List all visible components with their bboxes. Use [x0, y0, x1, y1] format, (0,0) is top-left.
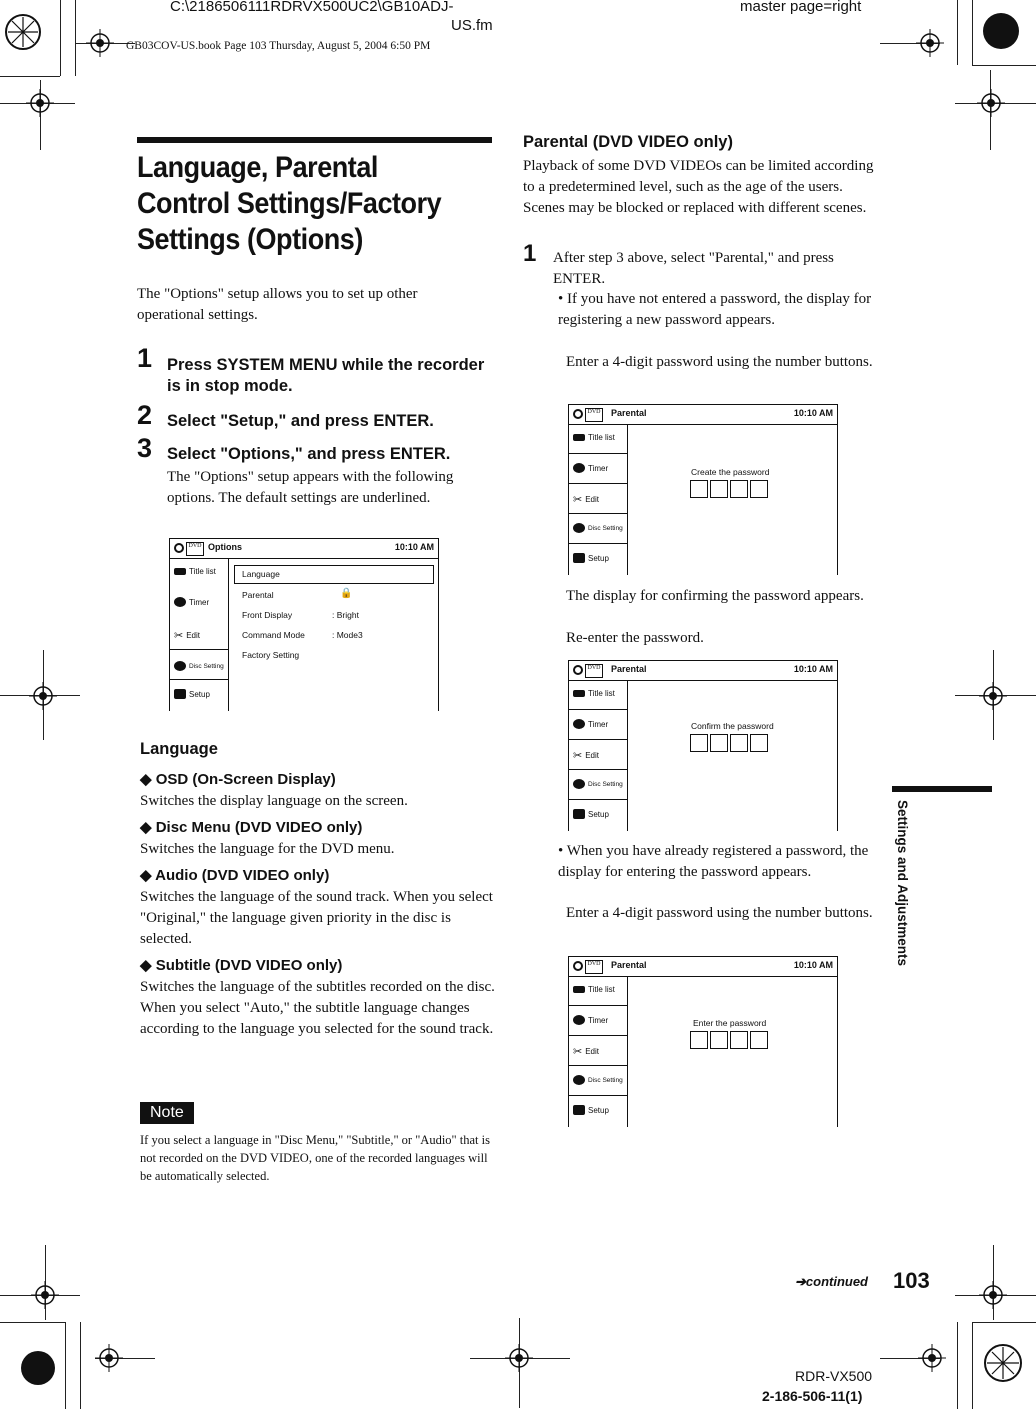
sidebar-item-disc-setting: Disc Setting — [569, 523, 627, 533]
step-number: 2 — [137, 400, 153, 430]
option-factory-setting: Factory Setting — [242, 650, 300, 660]
timer-icon — [573, 719, 585, 729]
parental-intro: Playback of some DVD VIDEOs can be limited according to a predetermined level, such as the age of the users. Scenes may be blocked or replaced with different scenes. — [523, 158, 874, 216]
options-screen — [169, 538, 439, 711]
book-info: GB03COV-US.book Page 103 Thursday, August 5, 2004 6:50 PM — [126, 40, 431, 52]
note-text: If you select a language in "Disc Menu," "Subtitle," or "Audio" that is not recorded on the DVD VIDEO, one of the recorded languages will be automatically selected. — [140, 1133, 490, 1183]
bullet-extra-text: Enter a 4-digit password using the number buttons. — [566, 354, 873, 370]
screen-title-bar — [170, 539, 438, 559]
bullet-extra-text: Enter a 4-digit password using the number buttons. — [566, 905, 873, 921]
color-target-icon — [982, 1342, 1024, 1384]
step-number: 1 — [137, 343, 153, 373]
timer-icon — [573, 463, 585, 473]
screen-time: 10:10 AM — [793, 664, 833, 674]
registration-mark-icon — [29, 682, 57, 710]
continued-label: ➔continued — [795, 1274, 868, 1289]
screen-time: 10:10 AM — [394, 542, 434, 552]
sidebar-item-title-list: Title list — [569, 985, 627, 994]
password-prompt: Enter the password — [693, 1018, 767, 1028]
parental-heading: Parental (DVD VIDEO only) — [523, 133, 733, 151]
disc-setting-icon — [573, 779, 585, 789]
page-number: 103 — [893, 1268, 930, 1293]
screen-sidebar — [569, 977, 628, 1127]
option-command-mode-value: : Mode3 — [332, 630, 363, 640]
dvd-icon: DVD — [186, 542, 204, 556]
title-list-icon — [573, 986, 585, 993]
parental-screen-enter — [568, 956, 838, 1127]
step3-description: The "Options" setup appears with the following options. The default settings are underlined. — [167, 469, 454, 506]
password-boxes[interactable] — [690, 480, 770, 503]
disc-setting-icon — [573, 523, 585, 533]
registration-mark-icon — [505, 1344, 533, 1372]
sidebar-item-title-list: Title list — [569, 433, 627, 442]
section-side-label: Settings and Adjustments — [895, 800, 910, 967]
registration-mark-icon — [31, 1281, 59, 1309]
option-front-display: Front Display — [242, 610, 293, 620]
dvd-icon: DVD — [585, 960, 603, 974]
sidebar-item-timer: Timer — [170, 597, 228, 607]
screen-title: Parental — [611, 664, 647, 674]
item-text: Switches the display language on the screen. — [140, 793, 408, 809]
disc-icon — [573, 961, 583, 971]
sidebar-item-timer: Timer — [569, 463, 627, 473]
page-title: Language, Parental Control Settings/Factory Settings (Options) — [137, 151, 442, 256]
solid-target-icon — [18, 1348, 58, 1388]
sidebar-item-title-list: Title list — [170, 567, 228, 576]
disc-setting-icon — [174, 661, 186, 671]
timer-icon — [174, 597, 186, 607]
item-text: Switches the language of the subtitles recorded on the disc. When you select "Auto," the subtitle language changes according to the language you selected for the sound track. — [140, 979, 495, 1037]
sidebar-item-setup: Setup — [170, 689, 228, 699]
registration-mark-icon — [916, 29, 944, 57]
password-boxes[interactable] — [690, 1031, 770, 1054]
edit-icon: ✂ — [174, 630, 184, 642]
edit-icon: ✂ — [573, 494, 583, 506]
item-text: Switches the language of the sound track. When you select "Original," the language given priority in the disc is selected. — [140, 889, 493, 947]
confirm-text: The display for confirming the password appears. — [566, 588, 864, 604]
title-list-icon — [573, 434, 585, 441]
option-language: Language — [242, 569, 280, 579]
step-text: Select "Setup," and press ENTER. — [167, 412, 434, 430]
screen-title: Parental — [611, 408, 647, 418]
model-number: RDR-VX500 — [795, 1368, 873, 1384]
dvd-icon: DVD — [585, 664, 603, 678]
screen-sidebar — [569, 425, 628, 575]
bullet-text: • If you have not entered a password, the display for registering a new password appears. — [558, 291, 872, 328]
color-target-icon — [3, 12, 43, 52]
screen-sidebar — [569, 681, 628, 831]
sidebar-item-timer: Timer — [569, 1015, 627, 1025]
step-number: 1 — [523, 240, 537, 267]
note-label: Note — [140, 1102, 194, 1124]
setup-icon — [573, 1105, 585, 1115]
dvd-icon: DVD — [585, 408, 603, 422]
sidebar-item-setup: Setup — [569, 809, 627, 819]
timer-icon — [573, 1015, 585, 1025]
item-heading: ◆ Subtitle (DVD VIDEO only) — [140, 957, 343, 974]
sidebar-item-setup: Setup — [569, 1105, 627, 1115]
sidebar-item-title-list: Title list — [569, 689, 627, 698]
item-heading: ◆ Disc Menu (DVD VIDEO only) — [140, 819, 363, 836]
filepath-line1: C:\2186506111RDRVX500UC2\GB10ADJ- — [170, 0, 454, 15]
screen-title: Options — [208, 542, 242, 552]
step-number: 3 — [137, 433, 153, 463]
title-rule — [137, 137, 492, 143]
screen-time: 10:10 AM — [793, 408, 833, 418]
sidebar-item-timer: Timer — [569, 719, 627, 729]
sidebar-item-disc-setting: Disc Setting — [569, 1075, 627, 1085]
title-list-icon — [174, 568, 186, 575]
setup-icon — [174, 689, 186, 699]
sidebar-item-edit: ✂ Edit — [573, 750, 600, 762]
item-text: Switches the language for the DVD menu. — [140, 841, 395, 857]
registration-mark-icon — [979, 682, 1007, 710]
edit-icon: ✂ — [573, 1046, 583, 1058]
screen-time: 10:10 AM — [793, 960, 833, 970]
intro-text: The "Options" setup allows you to set up other operational settings. — [137, 286, 418, 323]
solid-target-icon — [980, 10, 1022, 52]
step-text: Select "Options," and press ENTER. — [167, 445, 451, 463]
lock-icon: 🔒 — [340, 588, 353, 599]
password-prompt: Create the password — [691, 467, 770, 477]
sidebar-item-edit: ✂ Edit — [573, 1046, 600, 1058]
sidebar-item-edit: ✂ Edit — [174, 630, 201, 642]
master-page-label: master page=right — [740, 0, 862, 15]
registration-mark-icon — [977, 89, 1005, 117]
sidebar-item-disc-setting: Disc Setting — [569, 779, 627, 789]
title-list-icon — [573, 690, 585, 697]
disc-setting-icon — [573, 1075, 585, 1085]
screen-title: Parental — [611, 960, 647, 970]
screen-sidebar — [170, 559, 229, 711]
edit-icon: ✂ — [573, 750, 583, 762]
registration-mark-icon — [918, 1344, 946, 1372]
parental-step1-text: After step 3 above, select "Parental," and press ENTER. — [553, 250, 834, 287]
parental-screen-confirm — [568, 660, 838, 831]
disc-icon — [174, 543, 184, 553]
setup-icon — [573, 809, 585, 819]
item-heading: ◆ OSD (On-Screen Display) — [140, 771, 336, 788]
filepath-line2: US.fm — [451, 17, 493, 34]
parental-screen-create — [568, 404, 838, 575]
registration-mark-icon — [95, 1344, 123, 1372]
item-heading: ◆ Audio (DVD VIDEO only) — [140, 867, 330, 884]
registration-mark-icon — [26, 89, 54, 117]
registration-mark-icon — [86, 29, 114, 57]
disc-icon — [573, 665, 583, 675]
sidebar-item-edit: ✂ Edit — [573, 494, 600, 506]
section-tab-bar — [892, 786, 992, 792]
sidebar-item-setup: Setup — [569, 553, 627, 563]
password-prompt: Confirm the password — [691, 721, 774, 731]
registration-mark-icon — [979, 1281, 1007, 1309]
reenter-text: Re-enter the password. — [566, 630, 704, 646]
disc-icon — [573, 409, 583, 419]
option-front-display-value: : Bright — [332, 610, 359, 620]
sidebar-item-disc-setting: Disc Setting — [170, 661, 228, 671]
part-code: 2-186-506-11(1) — [762, 1388, 863, 1404]
password-boxes[interactable] — [690, 734, 770, 757]
language-heading: Language — [140, 740, 218, 758]
bullet-text: • When you have already registered a password, the display for entering the password appears. — [558, 843, 869, 880]
setup-icon — [573, 553, 585, 563]
option-parental: Parental — [242, 590, 274, 600]
step-text: Press SYSTEM MENU while the recorder is in stop mode. — [167, 356, 485, 395]
option-command-mode: Command Mode — [242, 630, 305, 640]
